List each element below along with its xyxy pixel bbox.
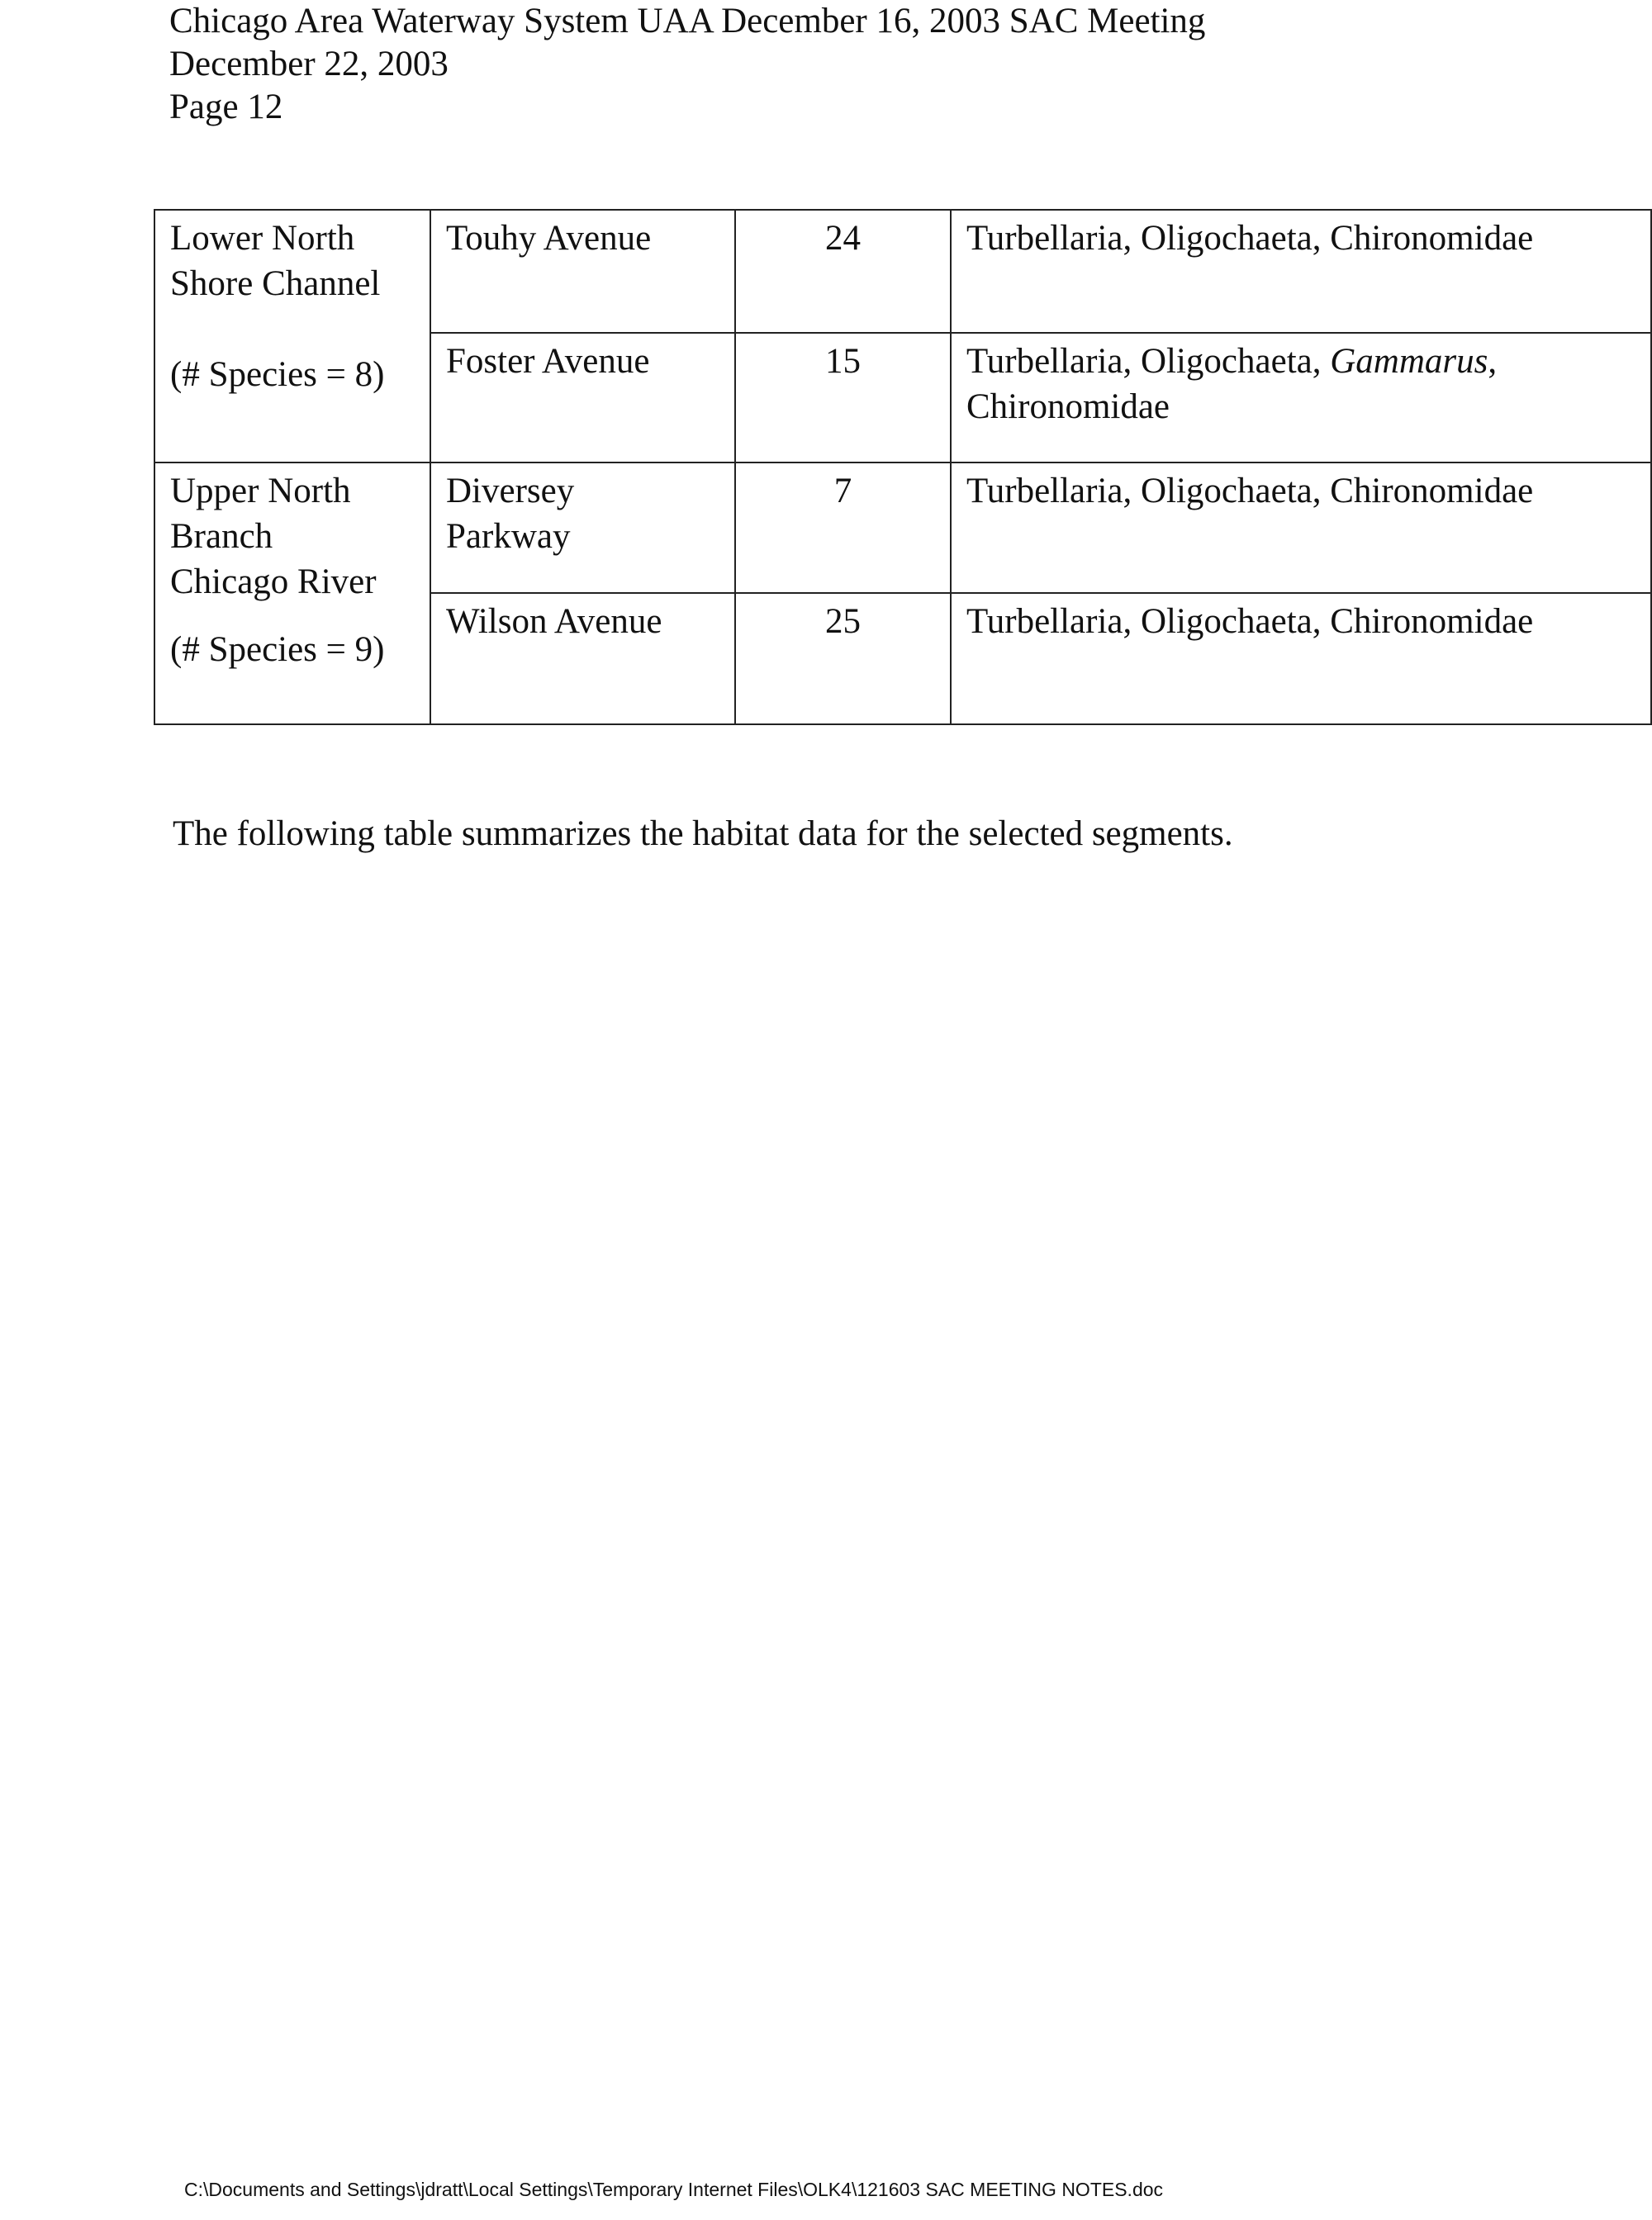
table-row	[154, 462, 1651, 593]
location-cell: Touhy Avenue	[430, 210, 735, 333]
taxa-text: , Chironomidae	[966, 342, 1498, 426]
segment-cell	[154, 462, 430, 724]
location-cell	[430, 462, 735, 593]
taxa-cell: Turbellaria, Oligochaeta, Chironomidae	[951, 210, 1651, 333]
page-number: Page 12	[169, 88, 283, 126]
species-table	[154, 209, 1652, 725]
document-date: December 22, 2003	[169, 45, 449, 83]
footer-file-path: C:\Documents and Settings\jdratt\Local Settings\Temporary Internet Files\OLK4\121603 SAC MEETING NOTES.doc	[184, 2179, 1164, 2200]
taxa-italic-text: Gammarus	[1330, 342, 1488, 381]
taxa-cell: Turbellaria, Oligochaeta, Chironomidae	[951, 593, 1651, 724]
document-title: Chicago Area Waterway System UAA December 16, 2003 SAC Meeting	[169, 2, 1206, 40]
species-count: (# Species = 8)	[170, 355, 385, 394]
count-cell: 15	[735, 333, 951, 462]
page-header	[169, 0, 1205, 129]
taxa-text: Turbellaria, Oligochaeta,	[966, 342, 1331, 381]
count-cell: 7	[735, 462, 951, 593]
species-count: (# Species = 9)	[170, 630, 385, 669]
count-cell: 25	[735, 593, 951, 724]
count-cell: 24	[735, 210, 951, 333]
segment-name-line: Upper North	[170, 472, 351, 510]
table-row	[154, 210, 1651, 333]
segment-name-line: Lower North	[170, 219, 355, 258]
location-line: Parkway	[446, 517, 571, 556]
segment-name-line: Branch	[170, 517, 273, 556]
location-line: Diversey	[446, 472, 575, 510]
location-cell: Foster Avenue	[430, 333, 735, 462]
segment-cell	[154, 210, 430, 462]
summary-paragraph: The following table summarizes the habitat data for the selected segments.	[173, 814, 1233, 853]
segment-name-line: Chicago River	[170, 562, 377, 601]
location-cell: Wilson Avenue	[430, 593, 735, 724]
taxa-cell: Turbellaria, Oligochaeta, Chironomidae	[951, 462, 1651, 593]
segment-name-line: Shore Channel	[170, 264, 381, 303]
taxa-cell	[951, 333, 1651, 462]
